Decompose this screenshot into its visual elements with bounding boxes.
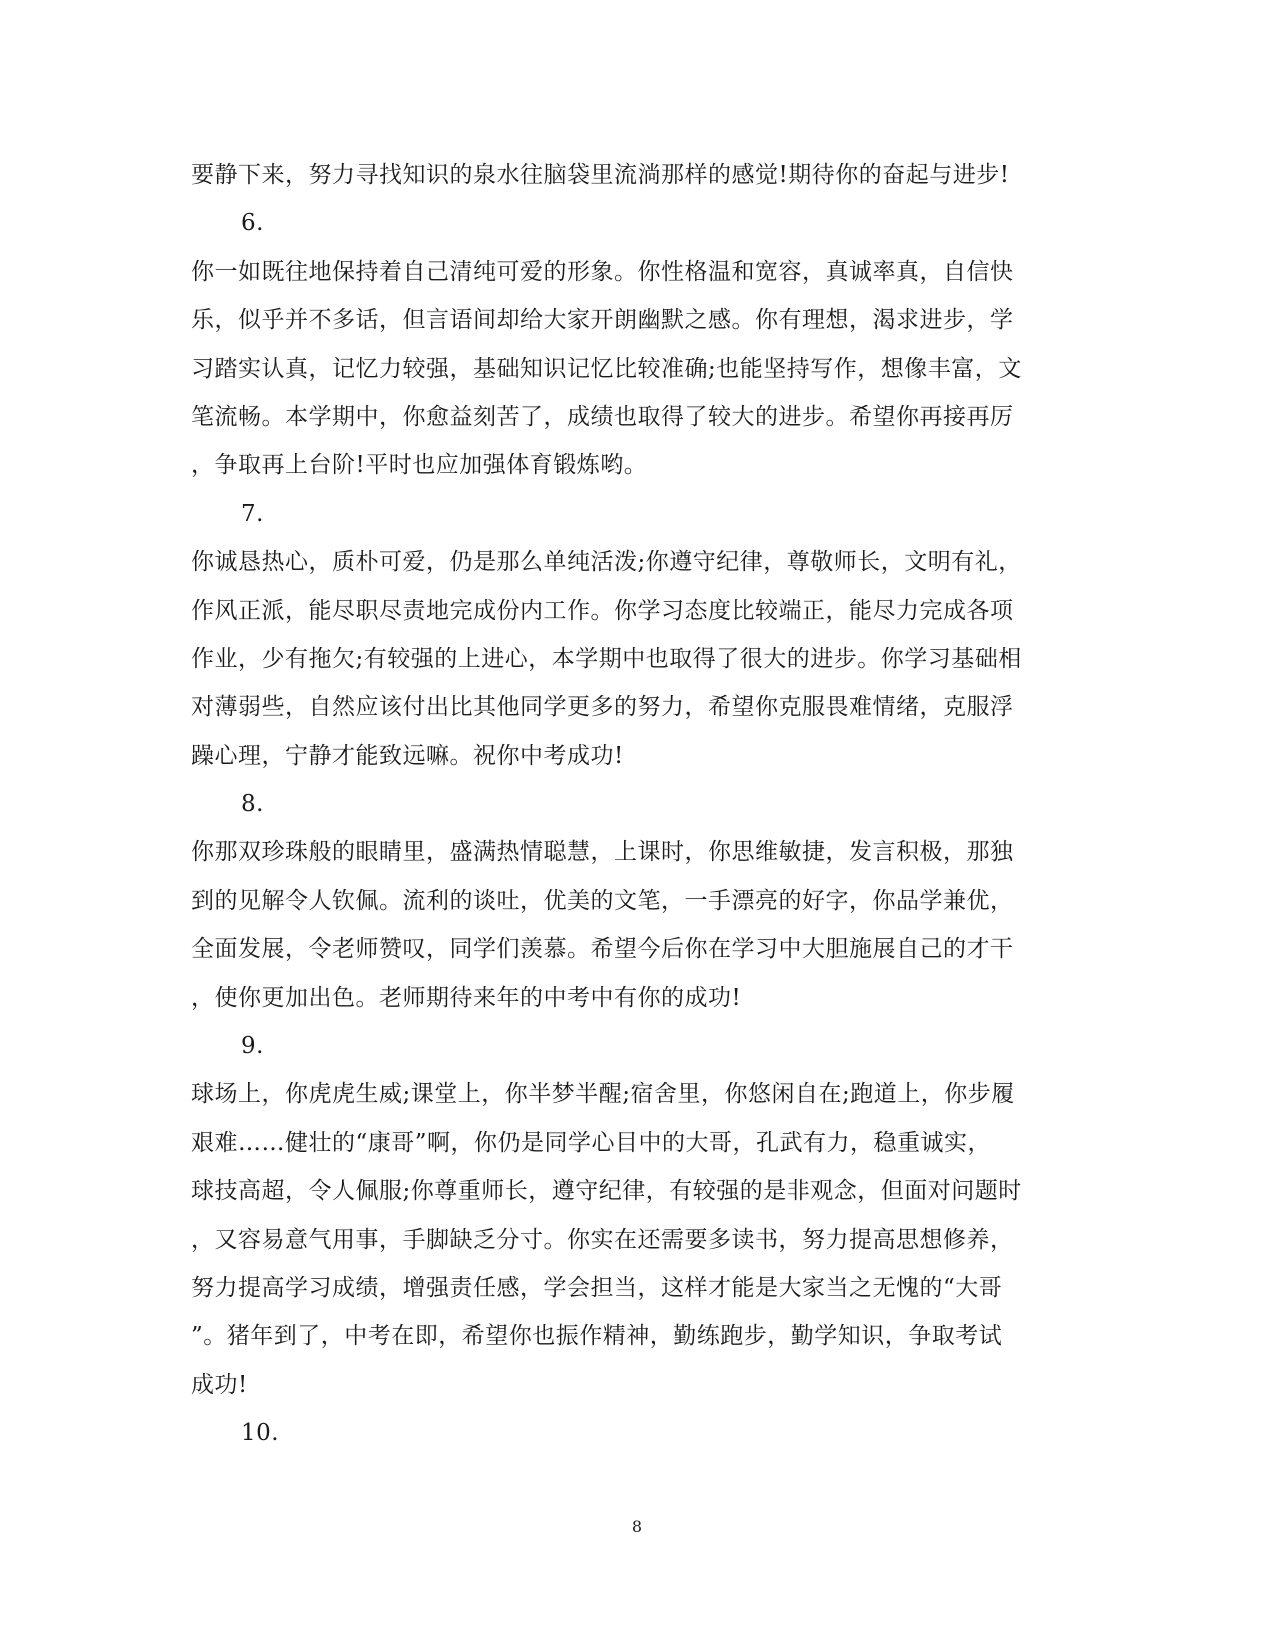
text-line: 全面发展，令老师赞叹，同学们羡慕。希望今后你在学习中大胆施展自己的才干 [191, 936, 1014, 963]
text-line: 艰难……健壮的“康哥”啊，你仍是同学心目中的大哥，孔武有力，稳重诚实， [191, 1129, 992, 1156]
text-line: 你一如既往地保持着自己清纯可爱的形象。你性格温和宽容，真诚率真，自信快 [191, 258, 1014, 285]
text-line: 对薄弱些，自然应该付出比其他同学更多的努力，希望你克服畏难情绪，克服浮 [191, 694, 1014, 721]
text-line: ”。猪年到了，中考在即，希望你也振作精神，勤练跑步，勤学知识，争取考试 [191, 1323, 1003, 1350]
text-line: ，争取再上台阶!平时也应加强体育锻炼哟。 [191, 452, 648, 479]
item-number: 8. [241, 791, 264, 818]
item-number: 7. [241, 500, 264, 527]
text-line: 作风正派，能尽职尽责地完成份内工作。你学习态度比较端正，能尽力完成各项 [191, 597, 1014, 624]
text-line: 习踏实认真，记忆力较强，基础知识记忆比较准确;也能坚持写作，想像丰富，文 [191, 355, 1022, 382]
text-line: 笔流畅。本学期中，你愈益刻苦了，成绩也取得了较大的进步。希望你再接再厉 [191, 403, 1014, 430]
text-line: 躁心理，宁静才能致远嘛。祝你中考成功! [191, 742, 624, 769]
text-line: 乐，似乎并不多话，但言语间却给大家开朗幽默之感。你有理想，渴求进步，学 [191, 307, 1014, 334]
text-line: ，使你更加出色。老师期待来年的中考中有你的成功! [191, 984, 742, 1011]
text-line: 到的见解令人钦佩。流利的谈吐，优美的文笔，一手漂亮的好字，你品学兼优， [191, 887, 1014, 914]
text-line: 球技高超，令人佩服;你尊重师长，遵守纪律，有较强的是非观念，但面对问题时 [191, 1178, 1022, 1205]
text-line: 你诚恳热心，质朴可爱，仍是那么单纯活泼;你遵守纪律，尊敬师长，文明有礼， [191, 549, 1022, 576]
text-line: 作业，少有拖欠;有较强的上进心，本学期中也取得了很大的进步。你学习基础相 [191, 645, 1022, 672]
item-number: 10. [241, 1420, 280, 1447]
text-line: 努力提高学习成绩，增强责任感，学会担当，这样才能是大家当之无愧的“大哥 [191, 1274, 1003, 1301]
body-text [191, 151, 1077, 1458]
item-number: 6. [241, 210, 264, 237]
text-line: 要静下来，努力寻找知识的泉水往脑袋里流淌那样的感觉!期待你的奋起与进步! [191, 162, 1010, 188]
text-line: 球场上，你虎虎生威;课堂上，你半梦半醒;宿舍里，你悠闲自在;跑道上，你步履 [191, 1081, 1015, 1108]
page-number: 8 [631, 1517, 643, 1536]
text-line: 成功! [191, 1371, 248, 1398]
text-line: ，又容易意气用事，手脚缺乏分寸。你实在还需要多读书，努力提高思想修养， [191, 1226, 1014, 1253]
text-line: 你那双珍珠般的眼睛里，盛满热情聪慧，上课时，你思维敏捷，发言积极，那独 [191, 839, 1014, 866]
item-number: 9. [241, 1033, 264, 1060]
